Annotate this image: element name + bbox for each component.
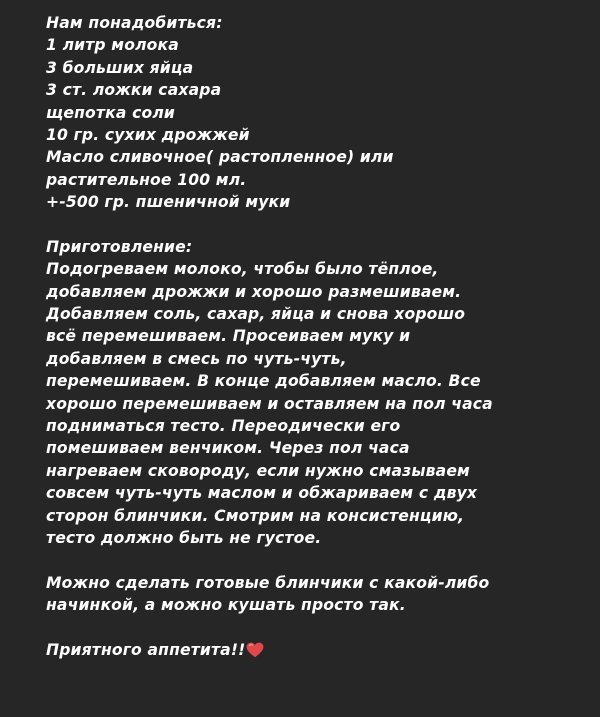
preparation-line: совсем чуть-чуть маслом и обжариваем с двух — [46, 484, 478, 503]
closing-text: Приятного аппетита!! — [46, 640, 246, 659]
preparation-heading: Приготовление: — [46, 237, 193, 256]
ingredient-item: Масло сливочное( растопленное) или — [46, 148, 394, 167]
spacer — [46, 214, 586, 236]
ingredient-item: 10 гр. сухих дрожжей — [46, 125, 250, 144]
recipe-text — [46, 12, 586, 661]
preparation-line: добавляем дрожжи и хорошо размешиваем. — [46, 282, 462, 301]
preparation-line: нагреваем сковороду, если нужно смазываем — [46, 461, 470, 480]
ingredient-item: щепотка соли — [46, 103, 175, 122]
note-line: Можно сделать готовые блинчики с какой-либо — [46, 573, 490, 592]
preparation-line: подниматься тесто. Переодически его — [46, 417, 401, 436]
ingredient-item: +-500 гр. пшеничной муки — [46, 193, 291, 212]
note-line: начинкой, а можно кушать просто так. — [46, 596, 406, 615]
ingredient-item: 1 литр молока — [46, 36, 179, 55]
closing-line — [46, 639, 586, 661]
preparation-line: добавляем в смесь по чуть-чуть, — [46, 349, 347, 368]
preparation-line: Добавляем соль, сахар, яйца и снова хорошо — [46, 305, 466, 324]
preparation-line: хорошо перемешиваем и оставляем на пол часа — [46, 394, 493, 413]
ingredient-item: 3 ст. ложки сахара — [46, 81, 222, 100]
spacer — [46, 617, 586, 639]
preparation-line: всё перемешиваем. Просеиваем муку и — [46, 327, 411, 346]
preparation-line: перемешиваем. В конце добавляем масло. Все — [46, 372, 481, 391]
heart-icon — [246, 642, 264, 664]
ingredient-item: растительное 100 мл. — [46, 170, 247, 189]
preparation-line: тесто должно быть не густое. — [46, 528, 322, 547]
preparation-line: Подогреваем молоко, чтобы было тёплое, — [46, 260, 439, 279]
ingredients-heading: Нам понадобиться: — [46, 14, 223, 32]
ingredient-item: 3 больших яйца — [46, 58, 194, 77]
spacer — [46, 549, 586, 571]
preparation-line: сторон блинчики. Смотрим на консистенцию, — [46, 506, 465, 525]
preparation-line: помешиваем венчиком. Через пол часа — [46, 439, 410, 458]
